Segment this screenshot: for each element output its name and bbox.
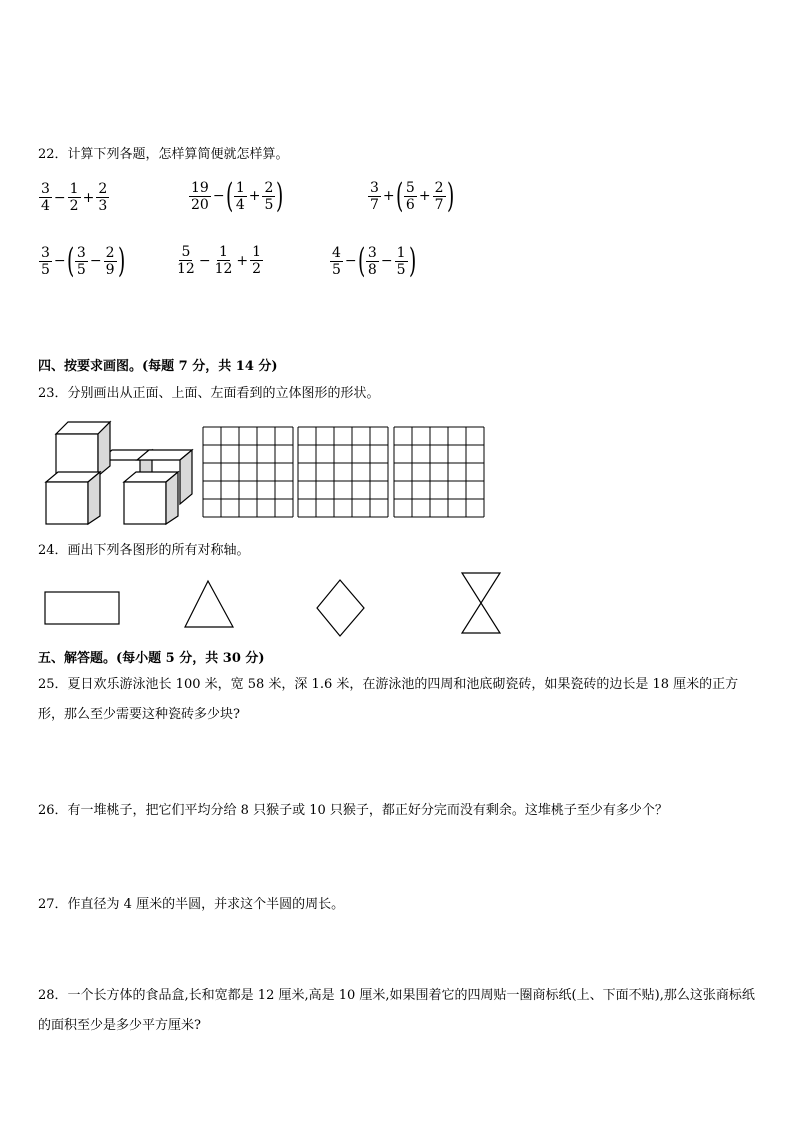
- numerator: 2: [98, 181, 108, 197]
- operator: +: [418, 188, 431, 204]
- parenthesis: ): [408, 241, 416, 281]
- q26-text: 26．有一堆桃子，把它们平均分给 8 只猴子或 10 只猴子，都正好分完而没有剩余。这堆桃子至少有多少个？: [38, 803, 668, 818]
- rhombus-shape: [315, 578, 367, 638]
- triangle-shape: [183, 579, 235, 629]
- fraction: [68, 181, 81, 214]
- operator: −: [53, 253, 66, 269]
- q22-expr-6: [329, 241, 416, 281]
- numerator: 19: [191, 179, 209, 196]
- fraction: [96, 181, 109, 214]
- operator: −: [344, 253, 357, 269]
- denominator: 12: [214, 261, 233, 277]
- fraction: [234, 180, 247, 213]
- operator: −: [53, 189, 66, 206]
- operator: −: [380, 253, 393, 269]
- fraction: [366, 245, 379, 278]
- numerator: 3: [41, 181, 50, 197]
- denominator: 5: [396, 261, 406, 278]
- parenthesis: ): [446, 176, 454, 216]
- fraction: [404, 180, 417, 213]
- grid-front-view: [202, 426, 294, 518]
- fraction: [39, 245, 52, 278]
- section-4-heading: 四、按要求画图。(每题 7 分，共 14 分): [38, 359, 278, 374]
- q23-title: 23．分别画出从正面、上面、左面看到的立体图形的形状。: [38, 386, 380, 401]
- hourglass-shape: [460, 571, 502, 635]
- numerator: 2: [264, 179, 274, 196]
- numerator: 3: [76, 244, 86, 261]
- q22-expr-2: [188, 176, 284, 216]
- denominator: 5: [332, 261, 341, 278]
- q24-title: 24．画出下列各图形的所有对称轴。: [38, 543, 250, 558]
- numerator: 2: [105, 244, 115, 261]
- numerator: 1: [69, 181, 79, 197]
- denominator: 2: [252, 261, 262, 277]
- numerator: 3: [370, 179, 379, 196]
- parenthesis: (: [395, 176, 403, 216]
- q22-expr-1: [38, 181, 110, 214]
- operator: +: [236, 252, 249, 269]
- operator: −: [198, 252, 211, 269]
- numerator: 4: [332, 244, 341, 261]
- denominator: 20: [191, 196, 209, 213]
- denominator: 6: [405, 196, 415, 213]
- fraction: [75, 245, 88, 278]
- cube-figure: [40, 418, 196, 528]
- denominator: 3: [98, 198, 108, 214]
- denominator: 7: [370, 196, 379, 213]
- denominator: 5: [264, 196, 274, 213]
- numerator: 1: [396, 244, 406, 261]
- numerator: 3: [367, 244, 377, 261]
- q22-expr-3: [367, 176, 454, 216]
- numerator: 2: [434, 179, 444, 196]
- operator: +: [382, 188, 395, 204]
- grid-top-view: [297, 426, 389, 518]
- q22-expr-4: [38, 241, 125, 281]
- rectangle-shape: [44, 591, 122, 627]
- fraction: [104, 245, 117, 278]
- fraction: [175, 244, 197, 277]
- fraction: [395, 245, 408, 278]
- fraction: [433, 180, 446, 213]
- fraction: [262, 180, 275, 213]
- denominator: 5: [76, 261, 86, 278]
- operator: +: [82, 189, 95, 206]
- fraction: [213, 244, 235, 277]
- numerator: 1: [219, 244, 228, 260]
- operator: −: [89, 253, 102, 269]
- numerator: 1: [252, 244, 262, 260]
- parenthesis: (: [66, 241, 74, 281]
- denominator: 9: [105, 261, 115, 278]
- grid-left-view: [393, 426, 485, 518]
- parenthesis: (: [357, 241, 365, 281]
- q27-text: 27．作直径为 4 厘米的半圆，并求这个半圆的周长。: [38, 897, 345, 912]
- denominator: 4: [41, 198, 50, 214]
- numerator: 1: [235, 179, 245, 196]
- q28-text: 28．一个长方体的食品盒,长和宽都是 12 厘米,高是 10 厘米,如果围着它的四周贴一圈商标纸(上、下面不贴),那么这张商标纸的面积至少是多少平方厘米?: [38, 988, 755, 1033]
- fraction: [368, 180, 381, 213]
- numerator: 5: [405, 179, 415, 196]
- parenthesis: ): [276, 176, 284, 216]
- denominator: 5: [41, 261, 50, 278]
- operator: −: [212, 188, 225, 204]
- denominator: 8: [367, 261, 377, 278]
- denominator: 2: [69, 198, 79, 214]
- denominator: 12: [177, 261, 195, 277]
- fraction: [189, 180, 211, 213]
- denominator: 7: [434, 196, 444, 213]
- parenthesis: (: [225, 176, 233, 216]
- q25-text: 25．夏日欢乐游泳池长 100 米，宽 58 米，深 1.6 米，在游泳池的四周和池底砌瓷砖，如果瓷砖的边长是 18 厘米的正方形，那么至少需要这种瓷砖多少块?: [38, 677, 739, 722]
- q22-expr-5: [174, 244, 264, 277]
- fraction: [39, 181, 52, 214]
- denominator: 4: [235, 196, 245, 213]
- numerator: 3: [41, 244, 50, 261]
- operator: +: [248, 188, 261, 204]
- fraction: [330, 245, 343, 278]
- fraction: [250, 244, 263, 277]
- numerator: 5: [181, 244, 191, 260]
- section-5-heading: 五、解答题。(每小题 5 分，共 30 分): [38, 651, 265, 666]
- q22-title: 22．计算下列各题，怎样算简便就怎样算。: [38, 147, 289, 162]
- parenthesis: ): [117, 241, 125, 281]
